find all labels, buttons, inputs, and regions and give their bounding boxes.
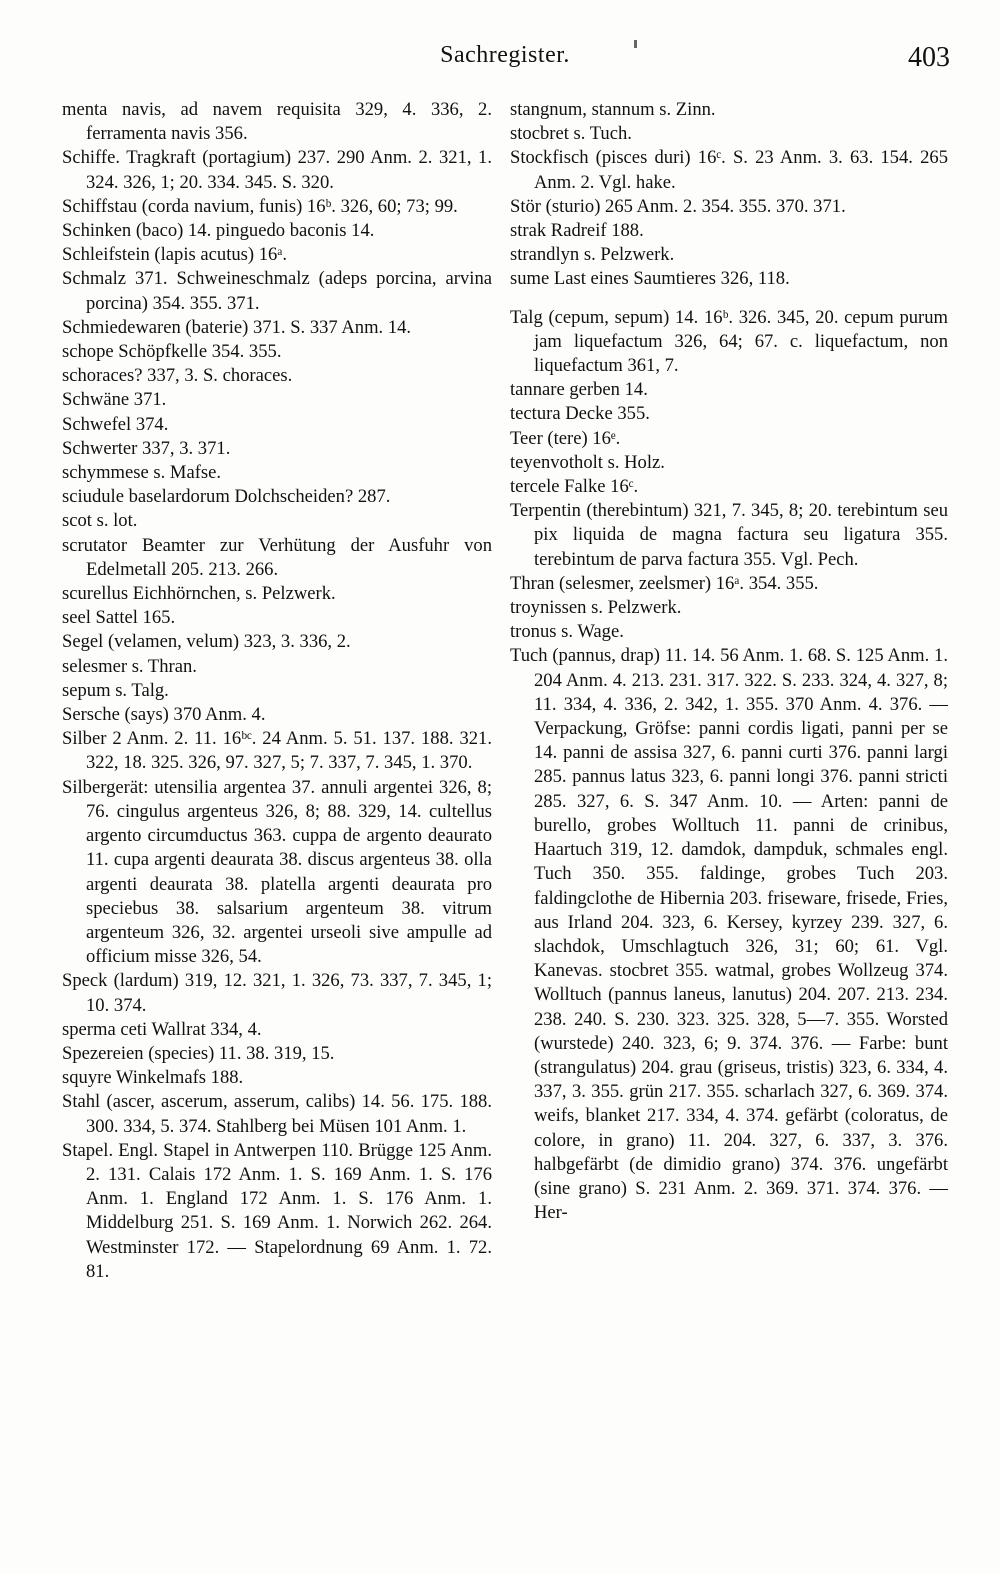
index-entry: schoraces? 337, 3. S. choraces. (62, 365, 293, 387)
index-entry: stocbret s. Tuch. (510, 123, 632, 145)
index-entry: Thran (selesmer, zeelsmer) 16ᵃ. 354. 355. (510, 572, 819, 594)
index-entry: troynissen s. Pelzwerk. (510, 597, 682, 619)
index-entry: squyre Winkelmafs 188. (62, 1067, 244, 1089)
index-entry: Stockfisch (pisces duri) 16ᶜ. S. 23 Anm. 3. 63. 154. 265 Anm. 2. Vgl. hake. (510, 147, 948, 193)
index-entry: Teer (tere) 16ᵉ. (510, 427, 621, 449)
index-entry: seel Sattel 165. (62, 607, 176, 629)
index-entry: Stapel. Engl. Stapel in Antwerpen 110. Brügge 125 Anm. 2. 131. Calais 172 Anm. 1. S. 169 Anm. 1. S. 176 Anm. 1. England 172 Anm. 1. S. 176 Anm. 1. Middelburg 251. S. 169 Anm. 1. Norwich 262. 264. Westminster 172. — Stapelordnung 69 Anm. 1. 72. 81. (62, 1139, 492, 1282)
page-header (60, 38, 950, 78)
index-entry: scurellus Eichhörnchen, s. Pelzwerk. (62, 583, 336, 605)
index-entry: tectura Decke 355. (510, 403, 650, 425)
index-entry: Schmalz 371. Schweineschmalz (adeps porcina, arvina porcina) 354. 355. 371. (62, 268, 492, 314)
page-title: Sachregister. (440, 42, 570, 68)
index-entry: menta navis, ad navem requisita 329, 4. 336, 2. ferramenta navis 356. (62, 99, 492, 145)
index-entry: strak Radreif 188. (510, 220, 644, 242)
index-entry: Schwefel 374. (62, 413, 169, 435)
index-entry: selesmer s. Thran. (62, 655, 197, 677)
index-entry: schymmese s. Mafse. (62, 462, 222, 484)
index-entry: Schwäne 371. (62, 389, 167, 411)
index-entry: scot s. lot. (62, 510, 138, 532)
index-entry: Spezereien (species) 11. 38. 319, 15. (62, 1042, 335, 1064)
index-entry: sepum s. Talg. (62, 679, 169, 701)
index-entry: tercele Falke 16ᶜ. (510, 476, 639, 498)
index-entry: sume Last eines Saumtieres 326, 118. (510, 268, 790, 290)
index-entry: Speck (lardum) 319, 12. 321, 1. 326, 73. 337, 7. 345, 1; 10. 374. (62, 970, 492, 1016)
index-entry: Schwerter 337, 3. 371. (62, 437, 231, 459)
index-entry: strandlyn s. Pelzwerk. (510, 244, 675, 266)
index-entry: Schmiedewaren (baterie) 371. S. 337 Anm. 14. (62, 316, 412, 338)
letter-section-gap (510, 292, 948, 306)
index-entry: Stör (sturio) 265 Anm. 2. 354. 355. 370. 371. (510, 195, 846, 217)
index-entry: Sersche (says) 370 Anm. 4. (62, 704, 266, 726)
index-entry: Schiffe. Tragkraft (portagium) 237. 290 Anm. 2. 321, 1. 324. 326, 1; 20. 334. 345. S. 320. (62, 147, 492, 193)
index-entry: Schiffstau (corda navium, funis) 16ᵇ. 326, 60; 73; 99. (62, 195, 458, 217)
index-entry: tronus s. Wage. (510, 621, 624, 643)
index-entry: Terpentin (therebintum) 321, 7. 345, 8; 20. terebintum seu pix liquida de magna factura seu ligatura 355. terebintum de parva factura 355. Vgl. Pech. (510, 500, 948, 570)
index-column-right (510, 98, 948, 1225)
index-entry: Silber 2 Anm. 2. 11. 16ᵇᶜ. 24 Anm. 5. 51. 137. 188. 321. 322, 18. 325. 326, 97. 327, 5; 7. 337, 7. 345, 1. 370. (62, 728, 492, 774)
page-number: 403 (908, 42, 950, 73)
index-entry: Silbergerät: utensilia argentea 37. annuli argentei 326, 8; 76. cingulus argenteus 326, 8; 88. 329, 14. cultellus argento circumductus 363. cuppa de argento deaurato 11. cupa argenti deaurata 38. discus argenteus 38. olla argenti deaurata 38. platella argenti deaurata pro speciebus 38. salsarium argenteum 38. vitrum argenteum 326, 32. argentei urseoli sive ampulle ad officium misse 326, 54. (62, 776, 492, 968)
index-entry: Stahl (ascer, ascerum, asserum, calibs) 14. 56. 175. 188. 300. 334, 5. 374. Stahlberg bei Müsen 101 Anm. 1. (62, 1091, 492, 1137)
index-entry: Tuch (pannus, drap) 11. 14. 56 Anm. 1. 68. S. 125 Anm. 1. 204 Anm. 4. 213. 231. 317. 322. S. 233. 324, 4. 327, 8; 11. 334, 4. 336, 2. 342, 1. 355. 370 Anm. 4. 376. — Verpackung, Gröfse: panni cordis ligati, panni per se 14. panni de assisa 327, 6. panni curti 376. panni largi 285. pannus latus 323, 6. panni longi 376. panni stricti 285. 327, 6. S. 347 Anm. 10. — Arten: panni de burello, grobes Wolltuch 11. panni de crinibus, Haartuch 319, 12. damdok, dampduk, schmales engl. Tuch 350. 355. faldinge, grobes Tuch 203. faldingclothe de Hibernia 203. friseware, frisede, Fries, aus Irland 204. 323, 6. Kersey, kyrzey 239. 327, 6. slachdok, Umschlagtuch 326, 31; 60; 61. Vgl. Kanevas. stocbret 355. watmal, grobes Wollzeug 374. Wolltuch (pannus laneus, lanutus) 204. 207. 213. 234. 238. 240. S. 230. 323. 325. 328, 5—7. 355. Worsted (wurstede) 240. 323, 6; 9. 374. 376. — Farbe: bunt (strangulatus) 204. grau (griseus, tristis) 323, 6. 334, 4. 337, 3. 355. grün 217. 355. scharlach 327, 6. 369. 374. weifs, blanket 217. 334, 4. 374. gefärbt (coloratus, de colore, in grano) 11. 204. 327, 6. 337, 3. 376. halbgefärbt (de dimidio grano) 374. 376. ungefärbt (sine grano) S. 231 Anm. 2. 369. 371. 374. 376. — Her- (510, 645, 948, 1224)
index-entry: Talg (cepum, sepum) 14. 16ᵇ. 326. 345, 20. cepum purum jam liquefactum 326, 64; 67. c. liquefactum, non liquefactum 361, 7. (510, 306, 948, 377)
index-column-left (62, 98, 492, 1284)
index-entry: Segel (velamen, velum) 323, 3. 336, 2. (62, 631, 351, 653)
index-entry: sciudule baselardorum Dolchscheiden? 287. (62, 486, 391, 508)
index-entry: Schinken (baco) 14. pinguedo baconis 14. (62, 220, 375, 242)
index-entry: teyenvotholt s. Holz. (510, 451, 665, 473)
index-entry: tannare gerben 14. (510, 379, 648, 401)
index-entry: scrutator Beamter zur Verhütung der Ausfuhr von Edelmetall 205. 213. 266. (62, 534, 492, 580)
index-entry: schope Schöpfkelle 354. 355. (62, 341, 282, 363)
index-entry: Schleifstein (lapis acutus) 16ᵃ. (62, 244, 288, 266)
index-entry: stangnum, stannum s. Zinn. (510, 99, 716, 120)
print-mark (634, 40, 637, 48)
index-entry: sperma ceti Wallrat 334, 4. (62, 1018, 262, 1040)
